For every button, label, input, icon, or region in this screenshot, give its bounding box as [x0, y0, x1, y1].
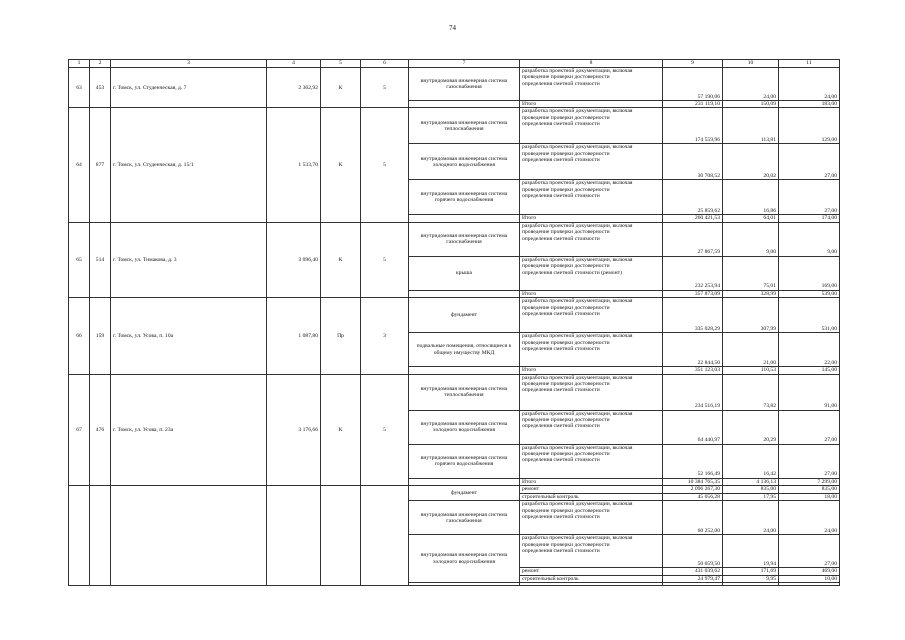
system-name: внутридомовая инженерная система холодного водоснабжения [409, 410, 520, 444]
cost-per-m2: 16,86 [723, 180, 779, 215]
empty-cell [409, 478, 520, 485]
table-row [69, 108, 840, 144]
system-name: фундамент [409, 298, 520, 333]
empty-cell [723, 583, 779, 586]
limit-value: 27,00 [779, 444, 840, 478]
column-header: 5 [321, 60, 361, 68]
column-header: 3 [111, 60, 267, 68]
total-cost: 260 421,53 [663, 215, 723, 222]
floors: 5 [361, 374, 409, 485]
house-area [267, 486, 321, 586]
cost-value: 234 516,19 [663, 374, 723, 410]
work-description: разработка проектной документации, включая проведение проверки достоверности определения сметной стоимости [520, 501, 663, 535]
table-row [69, 68, 840, 101]
cost-value: 431 039,62 [663, 568, 723, 575]
cost-per-m2: 17,95 [723, 494, 779, 501]
work-type: строительный контроль [520, 575, 663, 582]
column-header: 4 [267, 60, 321, 68]
total-per-m2: 64,01 [723, 215, 779, 222]
limit-value: 27,00 [779, 144, 840, 180]
cost-per-m2: 835,00 [723, 486, 779, 494]
house-address: г. Томск, ул. Тимакова, д. 3 [111, 222, 267, 297]
work-description: разработка проектной документации, включая проведение проверки достоверности определения сметной стоимости [520, 68, 663, 101]
house-id: 159 [90, 298, 111, 374]
system-name: внутридомовая инженерная система газоснабжения [409, 501, 520, 535]
cost-value: 335 028,29 [663, 298, 723, 333]
cost-per-m2: 73,82 [723, 374, 779, 410]
table-row [69, 374, 840, 410]
total-label: Итого [520, 215, 663, 222]
house-address: г. Томск, ул. Усова, п. 10а [111, 298, 267, 374]
column-header: 7 [409, 60, 520, 68]
total-per-m2: 328,99 [723, 290, 779, 297]
cost-per-m2: 75,01 [723, 256, 779, 290]
floors: 5 [361, 108, 409, 222]
floors: 5 [361, 222, 409, 297]
work-description: разработка проектной документации, включая проведение проверки достоверности определения сметной стоимости [520, 222, 663, 256]
wall-material: К [321, 108, 361, 222]
limit-value: 24,00 [779, 501, 840, 535]
system-name: внутридомовая инженерная система газоснабжения [409, 222, 520, 256]
cost-value: 27 867,59 [663, 222, 723, 256]
cost-per-m2: 20,29 [723, 410, 779, 444]
row-number: 64 [69, 108, 90, 222]
floors: 5 [361, 68, 409, 108]
wall-material: К [321, 68, 361, 108]
house-address [111, 486, 267, 586]
total-label: Итого [520, 367, 663, 374]
limit-value: 24,00 [779, 68, 840, 101]
house-id: 453 [90, 68, 111, 108]
cost-value: 2 096 267,30 [663, 486, 723, 494]
cost-value: 52 166,49 [663, 444, 723, 478]
cost-per-m2: 16,42 [723, 444, 779, 478]
table-row [69, 298, 840, 333]
floors [361, 486, 409, 586]
empty-cell [663, 583, 723, 586]
house-id: 877 [90, 108, 111, 222]
wall-material [321, 486, 361, 586]
column-number-row [69, 60, 840, 68]
total-per-m2: 150,09 [723, 101, 779, 108]
column-header: 6 [361, 60, 409, 68]
limit-value: 531,00 [779, 298, 840, 333]
cost-per-m2: 9,95 [723, 575, 779, 582]
house-id: 514 [90, 222, 111, 297]
wall-material: К [321, 222, 361, 297]
empty-cell [409, 290, 520, 297]
system-name: внутридомовая инженерная система холодного водоснабжения [409, 535, 520, 583]
wall-material: К [321, 374, 361, 485]
cost-per-m2: 20,02 [723, 144, 779, 180]
cost-value: 64 440,97 [663, 410, 723, 444]
limit-value: 169,00 [779, 256, 840, 290]
system-name: внутридомовая инженерная система горячего водоснабжения [409, 444, 520, 478]
cost-per-m2: 24,00 [723, 68, 779, 101]
total-per-m2: 110,53 [723, 367, 779, 374]
cost-per-m2: 9,00 [723, 222, 779, 256]
house-area: 1 533,70 [267, 108, 321, 222]
work-description: разработка проектной документации, включая проведение проверки достоверности определения сметной стоимости [520, 180, 663, 215]
system-name: крыша [409, 256, 520, 290]
cost-per-m2: 21,00 [723, 333, 779, 367]
work-description: разработка проектной документации, включая проведение проверки достоверности определения сметной стоимости [520, 333, 663, 367]
column-header: 8 [520, 60, 663, 68]
work-description: разработка проектной документации, включая проведение проверки достоверности определения сметной стоимости [520, 108, 663, 144]
house-address: г. Томск, ул. Студенческая, д. 7 [111, 68, 267, 108]
total-cost: 10 384 765,35 [663, 478, 723, 485]
table-row [69, 486, 840, 494]
work-description: разработка проектной документации, включая проведение проверки достоверности определения сметной стоимости [520, 410, 663, 444]
limit-value: 91,00 [779, 374, 840, 410]
system-name: внутридомовая инженерная система холодного водоснабжения [409, 144, 520, 180]
cost-per-m2: 171,69 [723, 568, 779, 575]
column-header: 9 [663, 60, 723, 68]
work-type: ремонт [520, 486, 663, 494]
row-number: 65 [69, 222, 90, 297]
system-name: подвальные помещения, относящиеся к общему имуществу МКД [409, 333, 520, 367]
house-area: 2 362,92 [267, 68, 321, 108]
work-description: разработка проектной документации, включая проведение проверки достоверности определения сметной стоимости [520, 444, 663, 478]
total-cost: 231 119,10 [663, 101, 723, 108]
house-id [90, 486, 111, 586]
house-address: г. Томск, ул. Усова, п. 23а [111, 374, 267, 485]
row-number: 67 [69, 374, 90, 485]
total-limit: 174,00 [779, 215, 840, 222]
work-type: строительный контроль [520, 494, 663, 501]
cost-per-m2: 113,81 [723, 108, 779, 144]
system-name: фундамент [409, 486, 520, 501]
total-limit: 7 299,00 [779, 478, 840, 485]
cost-per-m2: 24,00 [723, 501, 779, 535]
work-description: разработка проектной документации, включая проведение проверки достоверности определения сметной стоимости (ремонт) [520, 256, 663, 290]
limit-value: 469,00 [779, 568, 840, 575]
house-area: 1 087,80 [267, 298, 321, 374]
empty-cell [409, 367, 520, 374]
work-type: ремонт [520, 568, 663, 575]
total-limit: 539,00 [779, 290, 840, 297]
limit-value: 27,00 [779, 535, 840, 568]
page-number: 74 [449, 24, 456, 32]
total-label: Итого [520, 478, 663, 485]
column-header: 2 [90, 60, 111, 68]
work-description: разработка проектной документации, включая проведение проверки достоверности определения сметной стоимости [520, 298, 663, 333]
limit-value: 10,00 [779, 575, 840, 582]
total-limit: 145,00 [779, 367, 840, 374]
limit-value: 27,00 [779, 180, 840, 215]
cost-value: 25 859,62 [663, 180, 723, 215]
work-description: разработка проектной документации, включая проведение проверки достоверности определения сметной стоимости [520, 535, 663, 568]
total-cost: 357 873,09 [663, 290, 723, 297]
row-number: 66 [69, 298, 90, 374]
limit-value: 835,00 [779, 486, 840, 494]
house-area: 3 096,40 [267, 222, 321, 297]
total-limit: 183,00 [779, 101, 840, 108]
house-id: 476 [90, 374, 111, 485]
cost-value: 30 708,52 [663, 144, 723, 180]
cost-per-m2: 19,94 [723, 535, 779, 568]
empty-cell [520, 583, 663, 586]
limit-value: 22,00 [779, 333, 840, 367]
cost-value: 57 190,06 [663, 68, 723, 101]
total-cost: 351 123,03 [663, 367, 723, 374]
limit-value: 9,00 [779, 222, 840, 256]
row-number [69, 486, 90, 586]
floors: 3 [361, 298, 409, 374]
cost-value: 232 253,94 [663, 256, 723, 290]
limit-value: 18,00 [779, 494, 840, 501]
system-name: внутридомовая инженерная система теплоснабжения [409, 374, 520, 410]
row-number: 63 [69, 68, 90, 108]
empty-cell [409, 215, 520, 222]
total-label: Итого [520, 101, 663, 108]
house-address: г. Томск, ул. Студенческая, д. 15/1 [111, 108, 267, 222]
work-description: разработка проектной документации, включая проведение проверки достоверности определения сметной стоимости [520, 144, 663, 180]
house-area: 3 176,66 [267, 374, 321, 485]
empty-cell [409, 583, 520, 586]
total-label: Итого [520, 290, 663, 297]
cost-value: 24 979,47 [663, 575, 723, 582]
limit-value: 27,00 [779, 410, 840, 444]
work-description: разработка проектной документации, включая проведение проверки достоверности определения сметной стоимости [520, 374, 663, 410]
table-row [69, 222, 840, 256]
column-header: 1 [69, 60, 90, 68]
cost-value: 174 559,96 [663, 108, 723, 144]
system-name: внутридомовая инженерная система теплоснабжения [409, 108, 520, 144]
total-per-m2: 4 136,13 [723, 478, 779, 485]
system-name: внутридомовая инженерная система газоснабжения [409, 68, 520, 101]
column-header: 10 [723, 60, 779, 68]
cost-per-m2: 307,99 [723, 298, 779, 333]
system-name: внутридомовая инженерная система горячего водоснабжения [409, 180, 520, 215]
empty-cell [409, 101, 520, 108]
cost-value: 60 252,00 [663, 501, 723, 535]
cost-value: 22 844,50 [663, 333, 723, 367]
wall-material: Пр [321, 298, 361, 374]
empty-cell [779, 583, 840, 586]
cost-value: 50 059,50 [663, 535, 723, 568]
limit-value: 129,00 [779, 108, 840, 144]
cost-value: 45 056,28 [663, 494, 723, 501]
column-header: 11 [779, 60, 840, 68]
capital-repair-register-table [68, 59, 840, 586]
